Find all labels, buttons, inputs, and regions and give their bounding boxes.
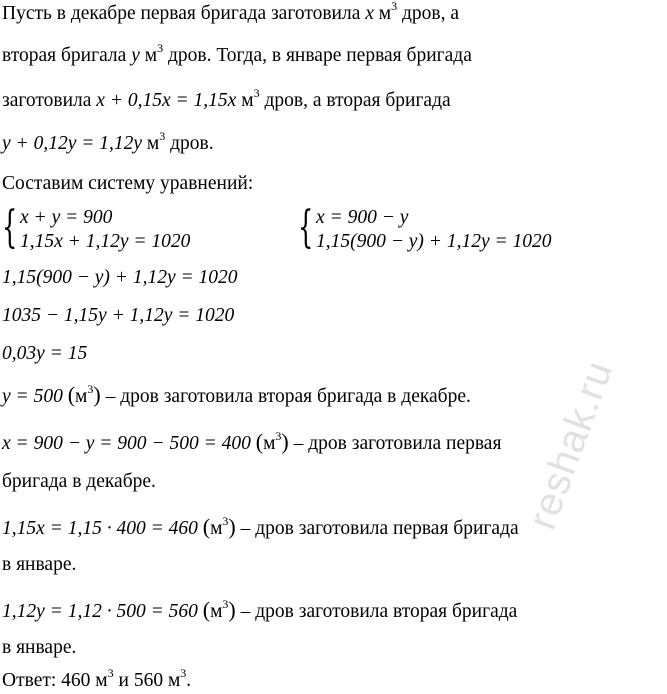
left-brace-icon: { <box>2 202 18 253</box>
result-4 <box>2 598 517 624</box>
text: – дров заготовила вторая бригада <box>235 601 518 622</box>
paren: ( <box>67 382 76 407</box>
unit: м <box>236 90 254 111</box>
expression: x + 0,15x = 1,15x <box>96 90 237 111</box>
equation: 1,15(900 − y) + 1,12y = 1020 <box>316 231 552 252</box>
expression: 1,12y = 1,12 · 500 = 560 <box>2 601 203 622</box>
exponent: 3 <box>180 666 187 680</box>
exponent: 3 <box>222 514 229 528</box>
exponent: 3 <box>275 429 282 443</box>
paren: ) <box>228 597 236 622</box>
unit: м <box>75 386 88 407</box>
result-4-cont: в январе. <box>2 637 77 658</box>
unit: м <box>210 601 223 622</box>
paren: ( <box>202 514 211 539</box>
left-brace-icon: { <box>298 202 314 253</box>
paren: ) <box>93 382 101 407</box>
equation-3 <box>2 342 87 366</box>
var-y: y <box>131 45 140 66</box>
paragraph-line-4 <box>2 129 214 156</box>
result-2 <box>2 430 501 456</box>
exponent: 3 <box>157 41 164 55</box>
text: дров, а вторая бригада <box>259 90 451 111</box>
expression: y = 500 <box>2 386 68 407</box>
equation-1 <box>2 266 238 290</box>
expression: 1,15x = 1,15 · 400 = 460 <box>2 518 203 539</box>
exponent: 3 <box>391 0 398 13</box>
result-3 <box>2 515 519 541</box>
text: дров, а <box>397 3 460 24</box>
unit: м <box>139 45 158 66</box>
text: – дров заготовила первая бригада <box>235 518 519 539</box>
system1-line1 <box>20 206 112 230</box>
text: заготовила <box>2 90 97 111</box>
unit: м <box>373 3 392 24</box>
exponent: 3 <box>159 129 166 143</box>
text: дров. Тогда, в январе первая бригада <box>163 45 472 66</box>
paren: ( <box>202 597 211 622</box>
paren: ) <box>281 429 289 454</box>
result-1 <box>2 383 471 409</box>
text: Пусть в декабре первая бригада заготовила <box>2 3 366 24</box>
equation: x = 900 − y <box>316 207 409 228</box>
exponent: 3 <box>107 666 114 680</box>
text: – дров заготовила первая <box>288 433 502 454</box>
paragraph-line-1 <box>2 2 459 26</box>
result-3-cont: в январе. <box>2 554 77 575</box>
text: – дров заготовила вторая бригада в декабре. <box>100 386 471 407</box>
equation: 0,03y = 15 <box>2 343 88 364</box>
equation-2 <box>2 304 234 328</box>
system2-line2 <box>316 230 552 254</box>
paragraph-line-2 <box>2 41 472 68</box>
text: и 560 м <box>113 670 181 691</box>
equation: 1035 − 1,15y + 1,12y = 1020 <box>2 305 235 326</box>
expression: y + 0,12y = 1,12y <box>2 133 143 154</box>
equation: 1,15x + 1,12y = 1020 <box>20 231 191 252</box>
result-2-cont: бригада в декабре. <box>2 471 156 492</box>
expression: x = 900 − y = 900 − 500 = 400 <box>2 433 256 454</box>
system2-line1 <box>316 206 408 230</box>
paren: ( <box>255 429 264 454</box>
text: Ответ: 460 м <box>2 670 108 691</box>
exponent: 3 <box>87 382 94 396</box>
unit: м <box>263 433 276 454</box>
unit: м <box>210 518 223 539</box>
equation: x + y = 900 <box>20 207 113 228</box>
paren: ) <box>228 514 236 539</box>
system-intro: Составим систему уравнений: <box>2 173 254 194</box>
unit: м <box>142 133 160 154</box>
text: . <box>186 670 192 691</box>
watermark: reshak.ru <box>520 354 622 536</box>
system1-line2 <box>20 230 190 254</box>
var-x: x <box>365 3 374 24</box>
answer <box>2 666 192 693</box>
text: вторая бригала <box>2 45 132 66</box>
exponent: 3 <box>222 597 229 611</box>
exponent: 3 <box>253 86 260 100</box>
paragraph-line-3 <box>2 86 451 113</box>
equation: 1,15(900 − y) + 1,12y = 1020 <box>2 267 238 288</box>
text: дров. <box>165 133 214 154</box>
